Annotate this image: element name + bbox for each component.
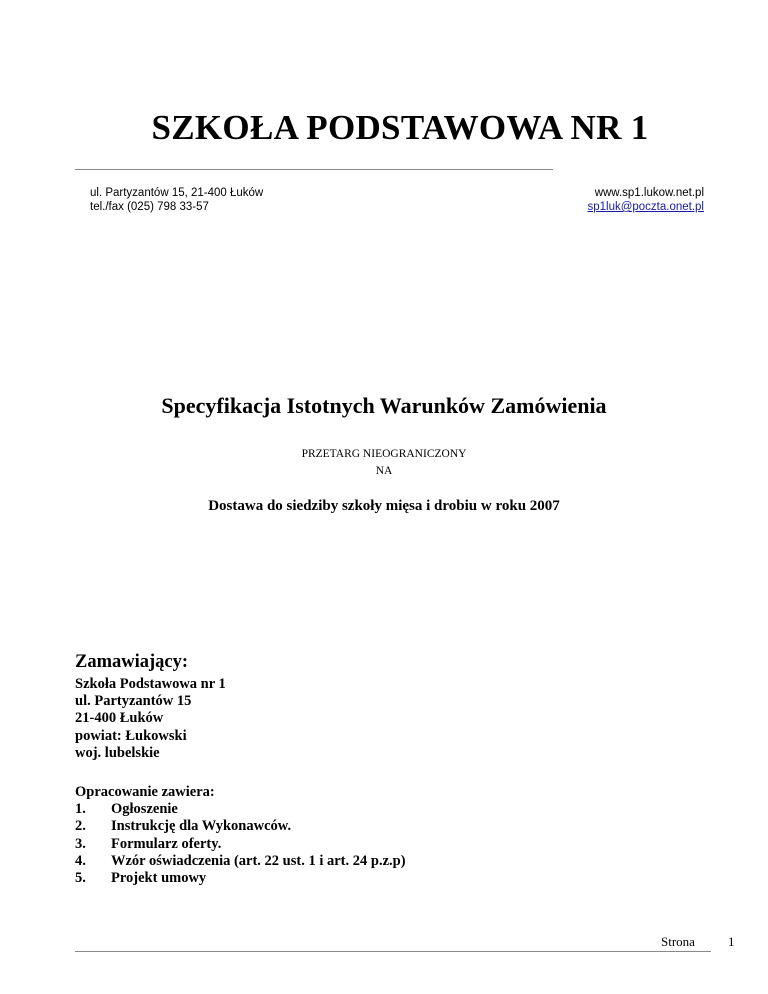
page-label: Strona [661,934,695,949]
list-item-text: Formularz oferty. [111,835,222,852]
list-item [75,870,406,887]
orderer-line: Szkoła Podstawowa nr 1 [75,676,226,692]
list-item-text: Instrukcję dla Wykonawców. [111,818,292,835]
contents-list [75,784,406,887]
orderer-line: powiat: Łukowski [75,727,187,744]
footer-divider [75,951,711,952]
orderer-line: ul. Partyzantów 15 [75,693,192,710]
list-item-number: 2. [75,818,86,835]
list-item-number: 3. [75,835,86,852]
header-divider [75,169,553,170]
contact-block-left [90,186,263,214]
school-email-link[interactable]: sp1luk@poczta.onet.pl [587,201,704,213]
list-item [75,836,406,853]
orderer-heading: Zamawiający: [75,652,189,672]
page-number: 1 [728,934,735,949]
procedure-type [0,446,768,480]
list-item-text: Projekt umowy [111,870,207,887]
orderer-line: 21-400 Łuków [75,710,164,727]
school-address: ul. Partyzantów 15, 21-400 Łuków [90,187,264,199]
school-phone: tel./fax (025) 798 33-57 [90,201,209,213]
list-item [75,801,406,818]
list-item-text: Ogłoszenie [111,801,178,818]
orderer-line: woj. lubelskie [75,744,160,761]
list-item-text: Wzór oświadczenia (art. 22 ust. 1 i art. 24 p.z.p) [111,852,406,869]
list-item [75,853,406,870]
list-item-number: 1. [75,801,86,818]
list-item-number: 4. [75,852,86,869]
order-subject: Dostawa do siedziby szkoły mięsa i drobiu w roku 2007 [208,498,560,514]
contents-heading: Opracowanie zawiera: [75,784,215,800]
school-website: www.sp1.lukow.net.pl [594,187,704,199]
procedure-line-2: NA [375,465,393,477]
list-item [75,818,406,835]
document-title: Specyfikacja Istotnych Warunków Zamówienia [161,393,607,418]
orderer-details [75,676,226,762]
list-item-number: 5. [75,870,86,887]
school-name-heading: SZKOŁA PODSTAWOWA NR 1 [151,108,649,147]
contact-block-right [587,186,704,214]
procedure-line-1: PRZETARG NIEOGRANICZONY [301,448,467,460]
